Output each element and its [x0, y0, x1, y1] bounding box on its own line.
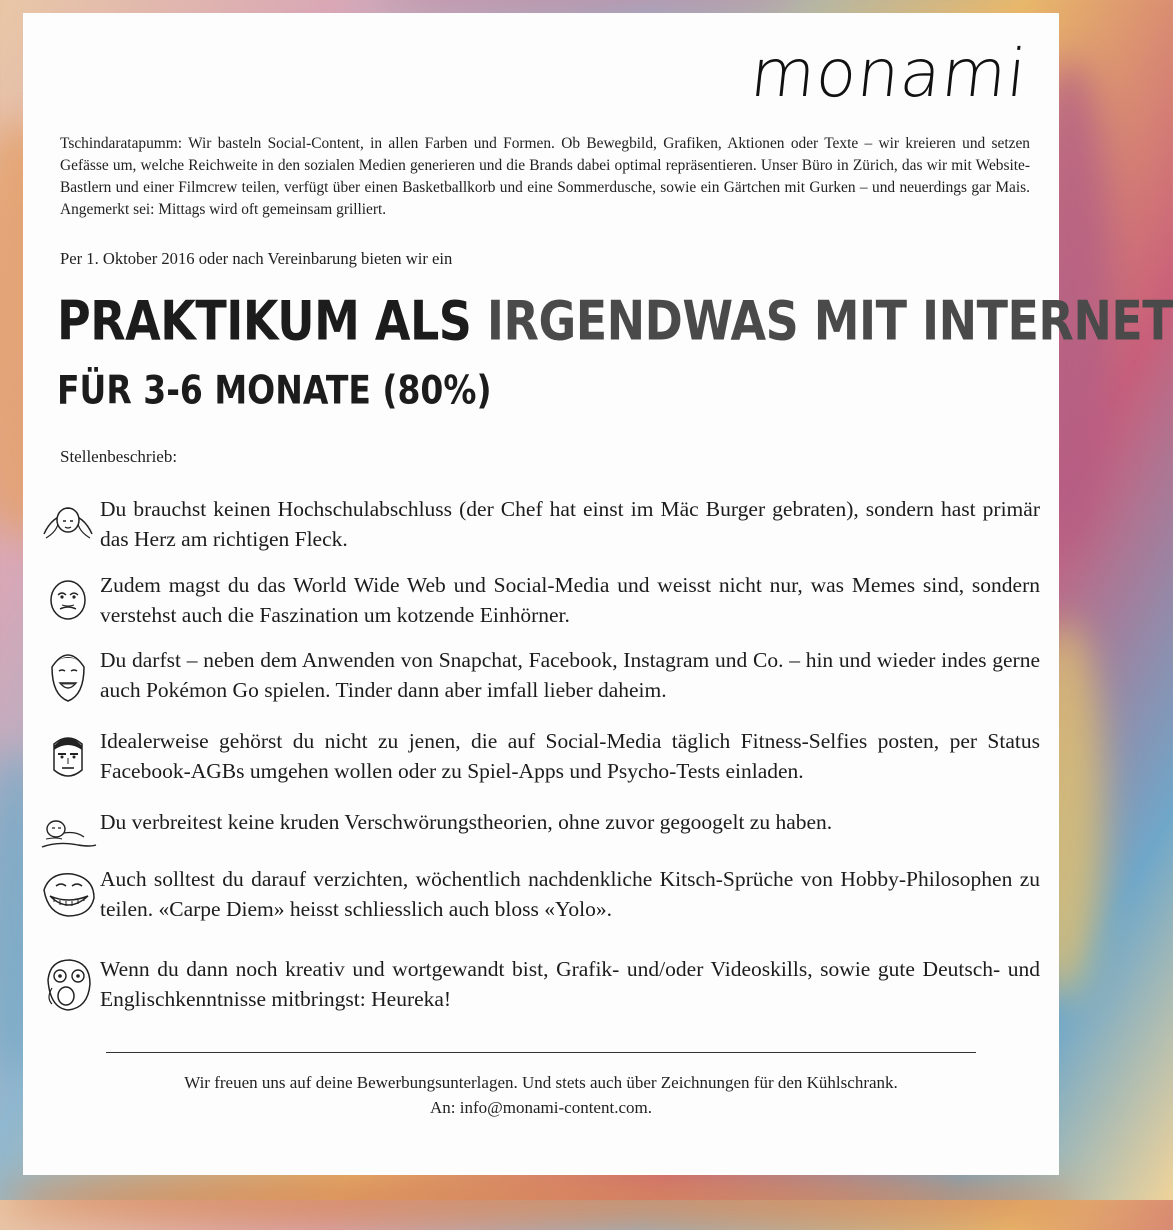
divider [106, 1052, 976, 1053]
background-blur [0, 1170, 1084, 1230]
section-label: Stellenbeschrieb: [60, 447, 178, 466]
offer-line: Per 1. Oktober 2016 oder nach Vereinbarung bieten wir ein [60, 249, 453, 268]
meme-face-are-you-serious-icon [38, 726, 98, 786]
list-item-text: Idealerweise gehörst du nicht zu jenen, die auf Social-Media täglich Fitness-Selfies posten, per Status Facebook-AGBs umgehen wollen oder zu Spiel-Apps und Psycho-Tests einladen. [100, 729, 1040, 783]
list-item [33, 570, 1040, 640]
job-duration: FÜR 3-6 MONATE (80%) [57, 367, 492, 414]
intro-paragraph: Tschindaratapumm: Wir basteln Social-Content, in allen Farben und Formen. Ob Bewegbild, Grafiken, Aktionen oder Texte – wir kreieren und setzen Gefässe um, welche Reichweite in den sozialen Medien generieren und die Brands dabei optimal repräsentieren. Unser Büro in Zürich, das wir mit Website-Bastlern und einer Filmcrew teilen, verfügt über einen Basketballkorb und eine Sommerdusche, sowie ein Gärtchen mit Gurken – und neuerdings gar Mais. Angemerkt sei: Mittags wird oft gemeinsam grilliert. [60, 135, 1030, 218]
job-posting-sheet [23, 13, 1173, 1175]
meme-face-troll-icon [38, 864, 98, 924]
job-title [57, 289, 1173, 353]
list-item [33, 954, 1040, 1024]
list-item-text: Wenn du dann noch kreativ und wortgewandt bist, Grafik- und/oder Videoskills, sowie gute Deutsch- und Englischkenntnisse mitbringst: Heureka! [100, 957, 1040, 1011]
job-title-part1: PRAKTIKUM ALS [57, 289, 487, 353]
list-item [33, 726, 1040, 796]
meme-face-thinking-icon [38, 494, 98, 554]
list-item-text: Auch solltest du darauf verzichten, wöchentlich nachdenkliche Kitsch-Sprüche von Hobby-Philosophen zu teilen. «Carpe Diem» heisst schliesslich auch bloss «Yolo». [100, 867, 1040, 921]
list-item-text: Du verbreitest keine kruden Verschwörungstheorien, ohne zuvor gegoogelt zu haben. [100, 810, 833, 834]
list-item [33, 645, 1040, 715]
meme-face-surprised-icon [38, 954, 98, 1014]
job-title-part2: IRGENDWAS MIT INTERNET [486, 289, 1173, 353]
list-item-text: Du darfst – neben dem Anwenden von Snapchat, Facebook, Instagram und Co. – hin und wieder indes gerne auch Pokémon Go spielen. Tinder dann aber imfall lieber daheim. [100, 648, 1040, 702]
list-item [33, 494, 1040, 564]
footer-contact [23, 1098, 1059, 1118]
list-item-text: Zudem magst du das World Wide Web und Social-Media und weisst nicht nur, was Memes sind, sondern verstehst auch die Faszination um kotzende Einhörner. [100, 573, 1040, 627]
list-item [33, 864, 1040, 934]
list-item-text: Du brauchst keinen Hochschulabschluss (der Chef hat einst im Mäc Burger gebraten), sondern hast primär das Herz am richtigen Fleck. [100, 497, 1040, 551]
meme-face-me-gusta-icon [38, 570, 98, 630]
contact-prefix: An: [430, 1098, 460, 1117]
meme-face-yao-ming-icon [38, 645, 98, 705]
company-logo: monami [747, 35, 1032, 112]
meme-face-lying-down-icon [38, 807, 98, 867]
contact-email-link[interactable]: info@monami-content.com. [459, 1098, 652, 1117]
footer-text: Wir freuen uns auf deine Bewerbungsunterlagen. Und stets auch über Zeichnungen für den Kühlschrank. [184, 1073, 898, 1092]
